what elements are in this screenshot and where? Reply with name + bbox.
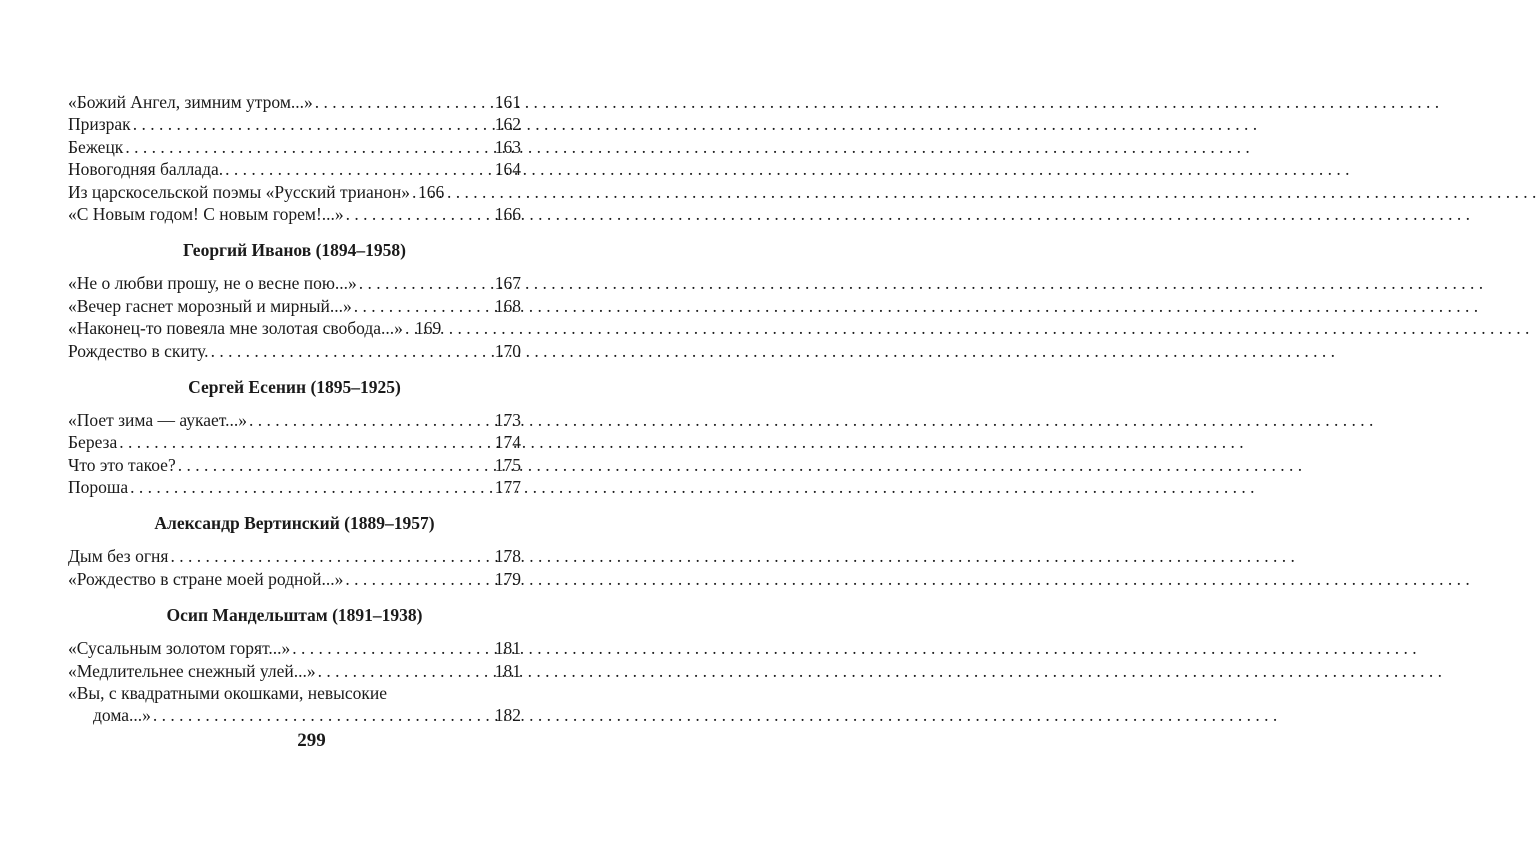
toc-entry-page: 164	[494, 159, 521, 180]
toc-entry-page: 166	[494, 203, 521, 224]
section-heading: Осип Мандельштам (1891–1938)	[166, 605, 423, 626]
dot-leader	[170, 545, 492, 567]
section-heading: Георгий Иванов (1894–1958)	[183, 240, 406, 261]
section-heading: Александр Вертинский (1889–1957)	[154, 513, 435, 534]
toc-entry-title: Береза	[68, 432, 118, 453]
toc-entry-page: 169	[414, 318, 442, 339]
toc-entry-title: «С Новым годом! С новым горем!...»	[68, 203, 344, 224]
toc-entry-page: 167	[494, 273, 521, 294]
toc-entry	[68, 158, 521, 180]
toc-entry-title: «Поет зима — аукает...»	[68, 409, 247, 430]
toc-entry	[68, 637, 521, 659]
toc-section	[68, 604, 521, 727]
toc-entry-page: 168	[494, 295, 521, 316]
toc-entry-title: Рождество в скиту.	[68, 340, 209, 361]
toc-entry-title: «Вечер гаснет морозный и мирный...»	[68, 295, 352, 316]
dot-leader	[292, 637, 492, 659]
toc-section	[68, 512, 521, 590]
toc-entry	[68, 136, 521, 158]
toc-entry-title: «Божий Ангел, зимним утром...»	[68, 92, 313, 112]
toc-entry-title-continued: дома...»	[93, 705, 151, 726]
toc-entry-page: 161	[494, 92, 521, 112]
toc-section-continued	[68, 91, 521, 225]
table-of-contents	[68, 91, 521, 727]
dot-leader	[153, 704, 493, 726]
toc-section	[68, 376, 521, 499]
dot-leader	[345, 568, 492, 590]
dot-leader	[354, 295, 493, 317]
toc-entry-title: «Наконец-то повеяла мне золотая свобода...»	[68, 318, 403, 339]
toc-entry	[68, 340, 521, 362]
dot-leader	[315, 91, 493, 113]
dot-leader	[178, 454, 493, 476]
dot-leader	[318, 660, 493, 682]
toc-entry-title: «Не о любви прошу, не о весне пою...»	[68, 273, 357, 294]
toc-entry	[68, 295, 521, 317]
toc-entry-title: «Медлительнее снежный улей...»	[68, 660, 316, 681]
page-number: 299	[297, 730, 326, 751]
toc-entry-title: Бежецк	[68, 136, 124, 157]
toc-entry-page: 163	[494, 136, 521, 157]
dot-leader	[412, 181, 416, 203]
dot-leader	[211, 340, 493, 362]
toc-entry	[68, 660, 521, 682]
toc-entry	[68, 91, 521, 113]
toc-entry-title: Призрак	[68, 114, 131, 135]
toc-entry-title: Что это такое?	[68, 454, 176, 475]
toc-entry-page: 166	[417, 181, 445, 202]
toc-entry-title: «Вы, с квадратными окошками, невысокие	[68, 683, 388, 704]
dot-leader	[346, 203, 493, 225]
dot-leader	[359, 272, 493, 294]
toc-entry-continuation	[68, 704, 521, 726]
dot-leader	[405, 317, 413, 339]
toc-entry	[68, 454, 521, 476]
toc-section	[68, 239, 521, 362]
toc-entry-page: 170	[494, 340, 521, 361]
toc-entry-title: Новогодняя баллада.	[68, 159, 224, 180]
toc-entry	[68, 272, 521, 294]
dot-leader	[125, 136, 492, 158]
toc-entry	[68, 409, 521, 431]
toc-entry-title: Дым без огня	[68, 546, 169, 567]
dot-leader	[133, 113, 493, 135]
toc-entry-title: Пороша	[68, 477, 129, 498]
toc-entry	[68, 545, 521, 567]
toc-entry-page: 173	[494, 409, 521, 430]
toc-entry	[68, 476, 521, 498]
toc-entry	[68, 568, 521, 590]
toc-entry-page: 181	[494, 638, 521, 659]
dot-leader	[119, 431, 493, 453]
toc-entry-page: 179	[494, 568, 521, 589]
toc-entry-page: 182	[494, 705, 521, 726]
toc-entry	[68, 431, 521, 453]
toc-entry-page: 181	[494, 660, 521, 681]
toc-entry-page: 174	[494, 432, 521, 453]
toc-entry-title: Из царскосельской поэмы «Русский трианон»	[68, 181, 410, 202]
toc-entry-page: 177	[494, 477, 521, 498]
toc-entry-title: «Рождество в стране моей родной...»	[68, 568, 344, 589]
toc-entry	[68, 203, 521, 225]
toc-entry-page: 162	[494, 114, 521, 135]
toc-entry-title: «Сусальным золотом горят...»	[68, 638, 291, 659]
section-heading: Сергей Есенин (1895–1925)	[188, 376, 401, 397]
toc-entry-page: 178	[494, 546, 521, 567]
toc-entry-first-line	[68, 682, 521, 704]
dot-leader	[249, 409, 493, 431]
toc-entry	[68, 181, 521, 203]
toc-entry	[68, 113, 521, 135]
toc-entry	[68, 317, 521, 339]
dot-leader	[225, 158, 493, 180]
toc-entry-page: 175	[494, 454, 521, 475]
dot-leader	[130, 476, 493, 498]
